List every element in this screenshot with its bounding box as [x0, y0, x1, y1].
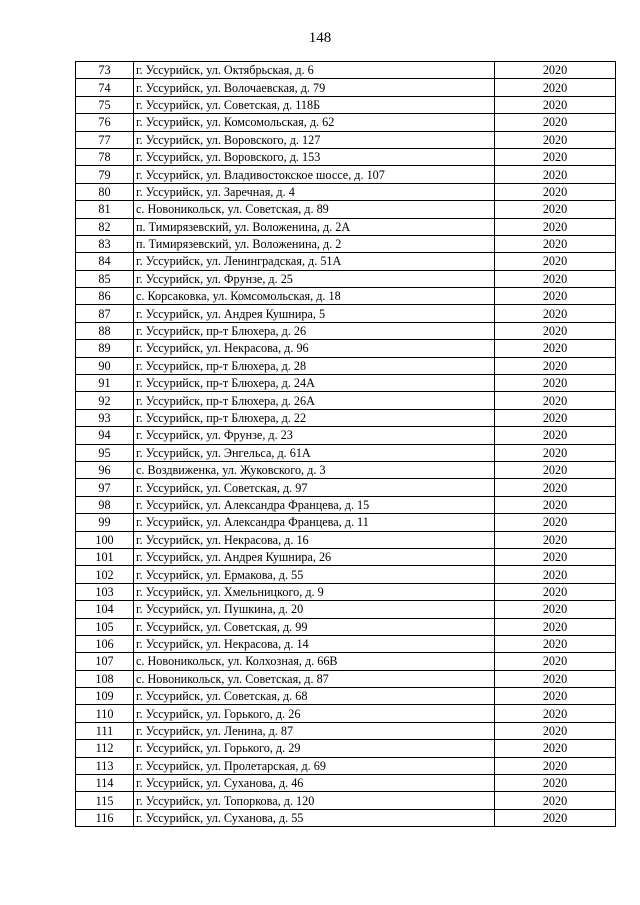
row-address: с. Корсаковка, ул. Комсомольская, д. 18: [134, 288, 495, 305]
row-year: 2020: [495, 392, 616, 409]
row-year: 2020: [495, 705, 616, 722]
row-number: 101: [76, 548, 134, 565]
row-year: 2020: [495, 322, 616, 339]
table-row: [76, 218, 616, 235]
table-row: [76, 548, 616, 565]
row-year: 2020: [495, 218, 616, 235]
table-row: [76, 479, 616, 496]
row-year: 2020: [495, 357, 616, 374]
table-row: [76, 148, 616, 165]
row-number: 98: [76, 496, 134, 513]
row-year: 2020: [495, 531, 616, 548]
row-year: 2020: [495, 131, 616, 148]
page-number: 148: [308, 30, 332, 46]
row-number: 115: [76, 792, 134, 809]
row-number: 73: [76, 62, 134, 79]
table-row: [76, 618, 616, 635]
address-table: [75, 61, 616, 827]
table-row: [76, 131, 616, 148]
row-year: 2020: [495, 409, 616, 426]
table-row: [76, 653, 616, 670]
row-year: 2020: [495, 375, 616, 392]
table-row: [76, 514, 616, 531]
row-number: 112: [76, 740, 134, 757]
table-row: [76, 444, 616, 461]
row-number: 110: [76, 705, 134, 722]
row-number: 79: [76, 166, 134, 183]
row-number: 93: [76, 409, 134, 426]
table-row: [76, 235, 616, 252]
row-number: 105: [76, 618, 134, 635]
row-address: г. Уссурийск, ул. Заречная, д. 4: [134, 183, 495, 200]
row-year: 2020: [495, 757, 616, 774]
row-number: 89: [76, 340, 134, 357]
table-row: [76, 183, 616, 200]
row-address: г. Уссурийск, ул. Воровского, д. 127: [134, 131, 495, 148]
row-address: с. Воздвиженка, ул. Жуковского, д. 3: [134, 461, 495, 478]
row-address: г. Уссурийск, ул. Александра Францева, д. 11: [134, 514, 495, 531]
row-year: 2020: [495, 148, 616, 165]
table-row: [76, 601, 616, 618]
table-row: [76, 705, 616, 722]
row-address: г. Уссурийск, ул. Горького, д. 26: [134, 705, 495, 722]
address-table-body: [76, 62, 616, 827]
row-address: п. Тимирязевский, ул. Воложенина, д. 2А: [134, 218, 495, 235]
row-year: 2020: [495, 479, 616, 496]
row-number: 85: [76, 270, 134, 287]
row-number: 113: [76, 757, 134, 774]
row-year: 2020: [495, 618, 616, 635]
row-number: 103: [76, 583, 134, 600]
table-row: [76, 322, 616, 339]
row-year: 2020: [495, 688, 616, 705]
table-row: [76, 357, 616, 374]
row-address: с. Новоникольск, ул. Советская, д. 87: [134, 670, 495, 687]
row-number: 78: [76, 148, 134, 165]
table-row: [76, 340, 616, 357]
row-number: 114: [76, 775, 134, 792]
row-year: 2020: [495, 427, 616, 444]
row-year: 2020: [495, 114, 616, 131]
row-address: г. Уссурийск, ул. Октябрьская, д. 6: [134, 62, 495, 79]
table-row: [76, 375, 616, 392]
row-address: г. Уссурийск, пр-т Блюхера, д. 26А: [134, 392, 495, 409]
row-address: с. Новоникольск, ул. Колхозная, д. 66В: [134, 653, 495, 670]
row-address: г. Уссурийск, ул. Фрунзе, д. 25: [134, 270, 495, 287]
row-year: 2020: [495, 201, 616, 218]
row-year: 2020: [495, 601, 616, 618]
row-number: 82: [76, 218, 134, 235]
row-number: 99: [76, 514, 134, 531]
row-year: 2020: [495, 62, 616, 79]
row-address: г. Уссурийск, ул. Советская, д. 68: [134, 688, 495, 705]
row-address: г. Уссурийск, ул. Владивостокское шоссе, д. 107: [134, 166, 495, 183]
table-row: [76, 496, 616, 513]
table-row: [76, 392, 616, 409]
table-row: [76, 792, 616, 809]
row-address: г. Уссурийск, ул. Топоркова, д. 120: [134, 792, 495, 809]
row-address: г. Уссурийск, ул. Александра Францева, д. 15: [134, 496, 495, 513]
row-year: 2020: [495, 235, 616, 252]
table-row: [76, 635, 616, 652]
table-row: [76, 670, 616, 687]
row-number: 90: [76, 357, 134, 374]
row-year: 2020: [495, 253, 616, 270]
table-row: [76, 270, 616, 287]
row-number: 80: [76, 183, 134, 200]
row-address: г. Уссурийск, ул. Ленинградская, д. 51А: [134, 253, 495, 270]
row-address: г. Уссурийск, ул. Горького, д. 29: [134, 740, 495, 757]
row-year: 2020: [495, 653, 616, 670]
row-year: 2020: [495, 548, 616, 565]
row-address: г. Уссурийск, ул. Советская, д. 99: [134, 618, 495, 635]
row-address: г. Уссурийск, ул. Воровского, д. 153: [134, 148, 495, 165]
row-year: 2020: [495, 514, 616, 531]
table-row: [76, 96, 616, 113]
row-number: 91: [76, 375, 134, 392]
row-year: 2020: [495, 444, 616, 461]
row-number: 100: [76, 531, 134, 548]
table-row: [76, 253, 616, 270]
row-number: 116: [76, 809, 134, 826]
table-row: [76, 305, 616, 322]
row-year: 2020: [495, 79, 616, 96]
row-address: г. Уссурийск, ул. Волочаевская, д. 79: [134, 79, 495, 96]
table-row: [76, 288, 616, 305]
row-year: 2020: [495, 288, 616, 305]
row-number: 96: [76, 461, 134, 478]
row-address: п. Тимирязевский, ул. Воложенина, д. 2: [134, 235, 495, 252]
row-address: г. Уссурийск, ул. Пролетарская, д. 69: [134, 757, 495, 774]
row-address: г. Уссурийск, ул. Комсомольская, д. 62: [134, 114, 495, 131]
table-row: [76, 461, 616, 478]
row-number: 87: [76, 305, 134, 322]
row-number: 84: [76, 253, 134, 270]
row-number: 95: [76, 444, 134, 461]
row-address: г. Уссурийск, ул. Андрея Кушнира, 5: [134, 305, 495, 322]
row-number: 76: [76, 114, 134, 131]
table-row: [76, 775, 616, 792]
table-row: [76, 166, 616, 183]
row-year: 2020: [495, 496, 616, 513]
row-year: 2020: [495, 166, 616, 183]
row-year: 2020: [495, 583, 616, 600]
table-row: [76, 809, 616, 826]
row-number: 107: [76, 653, 134, 670]
row-year: 2020: [495, 670, 616, 687]
table-row: [76, 566, 616, 583]
row-year: 2020: [495, 96, 616, 113]
row-address: г. Уссурийск, ул. Ленина, д. 87: [134, 722, 495, 739]
row-year: 2020: [495, 305, 616, 322]
table-row: [76, 114, 616, 131]
row-address: г. Уссурийск, ул. Энгельса, д. 61А: [134, 444, 495, 461]
row-year: 2020: [495, 775, 616, 792]
row-number: 77: [76, 131, 134, 148]
row-address: г. Уссурийск, пр-т Блюхера, д. 28: [134, 357, 495, 374]
row-address: г. Уссурийск, пр-т Блюхера, д. 22: [134, 409, 495, 426]
table-row: [76, 583, 616, 600]
row-address: г. Уссурийск, ул. Советская, д. 97: [134, 479, 495, 496]
row-address: г. Уссурийск, ул. Фрунзе, д. 23: [134, 427, 495, 444]
row-number: 75: [76, 96, 134, 113]
table-row: [76, 79, 616, 96]
row-address: г. Уссурийск, ул. Некрасова, д. 16: [134, 531, 495, 548]
row-number: 86: [76, 288, 134, 305]
row-number: 92: [76, 392, 134, 409]
row-number: 108: [76, 670, 134, 687]
row-number: 111: [76, 722, 134, 739]
row-number: 88: [76, 322, 134, 339]
table-row: [76, 62, 616, 79]
row-address: г. Уссурийск, ул. Ермакова, д. 55: [134, 566, 495, 583]
row-year: 2020: [495, 461, 616, 478]
table-row: [76, 427, 616, 444]
row-number: 102: [76, 566, 134, 583]
table-row: [76, 722, 616, 739]
row-number: 83: [76, 235, 134, 252]
row-year: 2020: [495, 740, 616, 757]
row-year: 2020: [495, 566, 616, 583]
row-address: г. Уссурийск, пр-т Блюхера, д. 24А: [134, 375, 495, 392]
table-row: [76, 531, 616, 548]
row-year: 2020: [495, 722, 616, 739]
row-number: 97: [76, 479, 134, 496]
row-address: г. Уссурийск, ул. Суханова, д. 46: [134, 775, 495, 792]
row-address: г. Уссурийск, пр-т Блюхера, д. 26: [134, 322, 495, 339]
row-year: 2020: [495, 270, 616, 287]
row-number: 74: [76, 79, 134, 96]
row-number: 104: [76, 601, 134, 618]
table-row: [76, 201, 616, 218]
table-row: [76, 688, 616, 705]
row-year: 2020: [495, 635, 616, 652]
row-address: г. Уссурийск, ул. Андрея Кушнира, 26: [134, 548, 495, 565]
row-address: г. Уссурийск, ул. Некрасова, д. 96: [134, 340, 495, 357]
row-address: с. Новоникольск, ул. Советская, д. 89: [134, 201, 495, 218]
row-year: 2020: [495, 809, 616, 826]
row-number: 109: [76, 688, 134, 705]
table-row: [76, 409, 616, 426]
row-address: г. Уссурийск, ул. Некрасова, д. 14: [134, 635, 495, 652]
row-year: 2020: [495, 340, 616, 357]
row-year: 2020: [495, 183, 616, 200]
row-year: 2020: [495, 792, 616, 809]
row-address: г. Уссурийск, ул. Советская, д. 118Б: [134, 96, 495, 113]
row-address: г. Уссурийск, ул. Суханова, д. 55: [134, 809, 495, 826]
row-number: 81: [76, 201, 134, 218]
table-row: [76, 740, 616, 757]
row-number: 106: [76, 635, 134, 652]
row-address: г. Уссурийск, ул. Пушкина, д. 20: [134, 601, 495, 618]
table-row: [76, 757, 616, 774]
row-number: 94: [76, 427, 134, 444]
row-address: г. Уссурийск, ул. Хмельницкого, д. 9: [134, 583, 495, 600]
